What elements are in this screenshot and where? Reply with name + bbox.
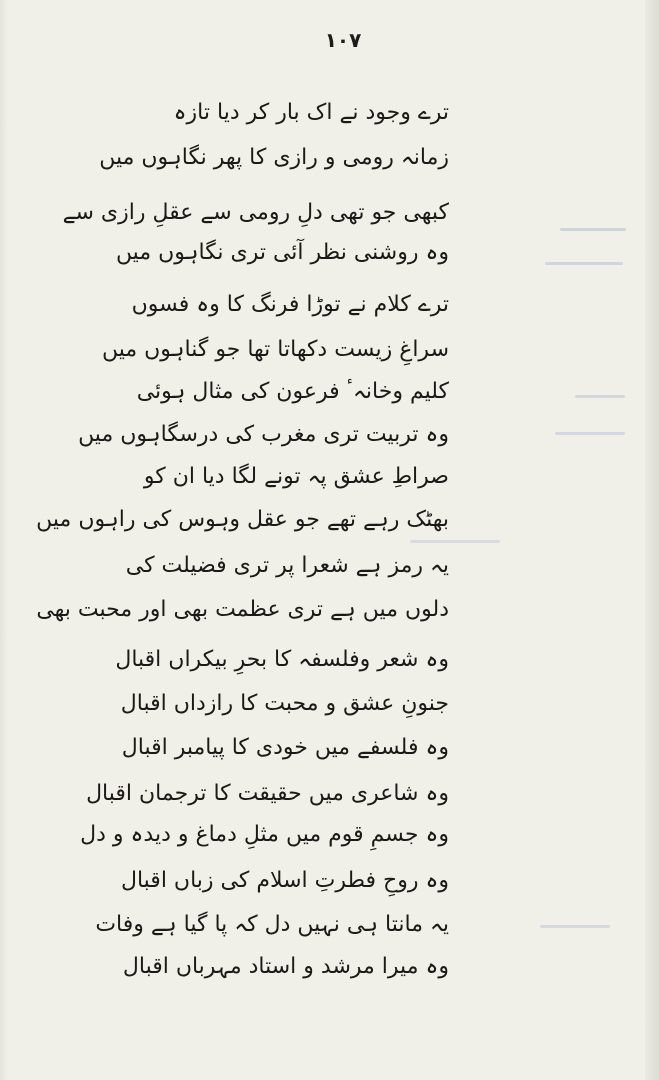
bleed-through-mark bbox=[555, 432, 625, 435]
verse-line: ترے وجود نے اک بار کر دیا تازہ bbox=[173, 100, 449, 125]
verse-line: سراغِ زیست دکھاتا تھا جو گناہوں میں bbox=[101, 337, 449, 362]
verse-line: صراطِ عشق پہ تونے لگا دیا ان کو bbox=[143, 464, 449, 489]
verse-line: یہ رمز ہے شعرا پر تری فضیلت کی bbox=[125, 553, 449, 578]
page-left-edge bbox=[0, 0, 8, 1080]
verse-line: کبھی جو تھی دلِ رومی سے عقلِ رازی سے bbox=[62, 200, 449, 225]
bleed-through-mark bbox=[545, 262, 623, 265]
verse-line: ترے کلام نے توڑا فرنگ کا وہ فسوں bbox=[131, 292, 449, 317]
verse-line: جنونِ عشق و محبت کا رازداں اقبال bbox=[120, 691, 449, 716]
verse-line: یہ مانتا ہی نہیں دل کہ پا گیا ہے وفات bbox=[95, 912, 449, 937]
bleed-through-mark bbox=[410, 540, 500, 543]
bleed-through-mark bbox=[575, 395, 625, 398]
verse-line: وہ جسمِ قوم میں مثلِ دماغ و دیدہ و دل bbox=[80, 822, 449, 847]
verse-line: زمانہ رومی و رازی کا پھر نگاہوں میں bbox=[99, 145, 449, 170]
verse-line: بھٹک رہے تھے جو عقل وہوس کی راہوں میں bbox=[36, 507, 449, 532]
verse-line: وہ روشنی نظر آئی تری نگاہوں میں bbox=[115, 240, 449, 265]
bleed-through-mark bbox=[540, 925, 610, 928]
verse-line: دلوں میں ہے تری عظمت بھی اور محبت بھی bbox=[36, 597, 449, 622]
verse-line: وہ روحِ فطرتِ اسلام کی زباں اقبال bbox=[120, 868, 449, 893]
verse-line: کلیم وخانہٴ فرعون کی مثال ہوئی bbox=[136, 379, 449, 404]
verse-line: وہ میرا مرشد و استاد مہرباں اقبال bbox=[122, 954, 449, 979]
bleed-through-mark bbox=[560, 228, 626, 231]
verse-line: وہ تربیت تری مغرب کی درسگاہوں میں bbox=[78, 422, 449, 447]
page-number: ١٠٧ bbox=[324, 28, 362, 52]
verse-line: وہ شاعری میں حقیقت کا ترجمان اقبال bbox=[86, 781, 449, 806]
verse-line: وہ شعر وفلسفہ کا بحرِ بیکراں اقبال bbox=[115, 647, 449, 672]
page-right-edge bbox=[645, 0, 659, 1080]
verse-line: وہ فلسفے میں خودی کا پیامبر اقبال bbox=[121, 735, 449, 760]
